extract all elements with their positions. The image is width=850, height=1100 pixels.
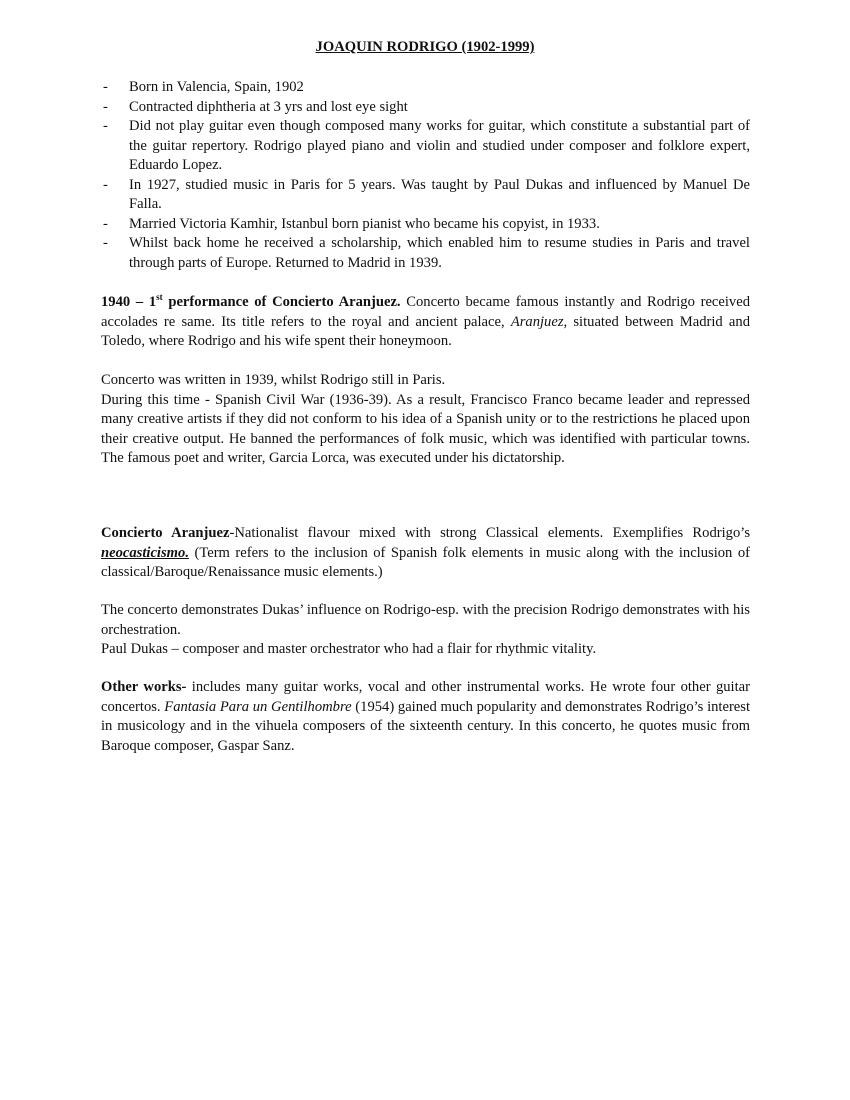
- bullet-dash: -: [103, 79, 108, 95]
- list-item: [101, 98, 750, 118]
- premiere-heading: [101, 294, 401, 310]
- list-item: [101, 234, 750, 273]
- context-paragraph: [101, 371, 750, 469]
- list-item: [101, 215, 750, 235]
- other-works-heading: Other works-: [101, 679, 187, 695]
- premiere-text-end: , situated between Madrid and Toledo, where Rodrigo and his wife spent their honeymoon.: [101, 313, 750, 349]
- list-item-text: Did not play guitar even though composed many works for guitar, which constitute a substantial part of the guitar repertory. Rodrigo played piano and violin and studied under composer and folklore expert, Eduardo Lopez.: [129, 118, 750, 173]
- context-line-2: During this time - Spanish Civil War (1936-39). As a result, Francisco Franco became leader and repressed many creative artists if they did not conform to his idea of a Spanish unity or to the restrictions he placed upon their creative output. He banned the performances of folk music, which was identified with particular towns. The famous poet and writer, Garcia Lorca, was executed under his dictatorship.: [101, 391, 750, 466]
- list-item-text: Married Victoria Kamhir, Istanbul born pianist who became his copyist, in 1933.: [129, 215, 600, 232]
- work-title: Fantasia Para un Gentilhombre: [164, 698, 352, 715]
- concierto-paragraph: [101, 524, 750, 583]
- list-item: [101, 176, 750, 215]
- bullet-dash: -: [103, 176, 108, 193]
- neocasticismo-term: neocasticismo.: [101, 544, 189, 561]
- biography-list: [101, 78, 750, 273]
- dukas-paragraph: [101, 601, 750, 660]
- premiere-heading-ordinal: st: [156, 292, 163, 303]
- list-item-text: Born in Valencia, Spain, 1902: [129, 79, 304, 95]
- concierto-heading: Concierto Aranjuez: [101, 525, 230, 541]
- list-item-text: In 1927, studied music in Paris for 5 years. Was taught by Paul Dukas and influenced by Manuel De Falla.: [129, 176, 750, 212]
- bullet-dash: -: [103, 98, 108, 115]
- bullet-dash: -: [103, 118, 108, 134]
- premiere-paragraph: [101, 293, 750, 352]
- dukas-line-1: The concerto demonstrates Dukas’ influence on Rodrigo-esp. with the precision Rodrigo demonstrates with his orchestration.: [101, 602, 750, 638]
- list-item: [101, 117, 750, 176]
- concierto-text: -Nationalist flavour mixed with strong Classical elements. Exemplifies Rodrigo’s: [229, 525, 750, 541]
- list-item-text: Contracted diphtheria at 3 yrs and lost eye sight: [129, 98, 408, 115]
- bullet-dash: -: [103, 235, 108, 251]
- other-works-text-end: (1954) gained much popularity and demonstrates Rodrigo’s interest in musicology and in the vihuela composers of the sixteenth century. In this concerto, he quotes music from Baroque composer, Gaspar Sanz.: [101, 698, 751, 754]
- premiere-text: Concerto became famous instantly and Rodrigo received accolades re same. Its title refers to the royal and ancient palace,: [101, 294, 750, 330]
- list-item: [101, 78, 750, 98]
- palace-name: Aranjuez: [510, 313, 564, 330]
- other-works-paragraph: [101, 678, 750, 756]
- list-item-text: Whilst back home he received a scholarship, which enabled him to resume studies in Paris and travel through parts of Europe. Returned to Madrid in 1939.: [129, 235, 750, 271]
- premiere-heading-year: 1940 – 1: [101, 294, 157, 310]
- dukas-line-2: Paul Dukas – composer and master orchestrator who had a flair for rhythmic vitality.: [101, 641, 597, 657]
- context-line-1: Concerto was written in 1939, whilst Rodrigo still in Paris.: [101, 372, 446, 388]
- premiere-heading-title: performance of Concierto Aranjuez.: [162, 294, 401, 310]
- concierto-text-end: (Term refers to the inclusion of Spanish folk elements in music along with the inclusion of classical/Baroque/Renaissance music elements.): [101, 544, 750, 580]
- page-title: JOAQUIN RODRIGO (1902-1999): [315, 39, 535, 55]
- bullet-dash: -: [103, 215, 108, 232]
- other-works-text: includes many guitar works, vocal and other instrumental works. He wrote four other guitar concertos.: [101, 679, 751, 715]
